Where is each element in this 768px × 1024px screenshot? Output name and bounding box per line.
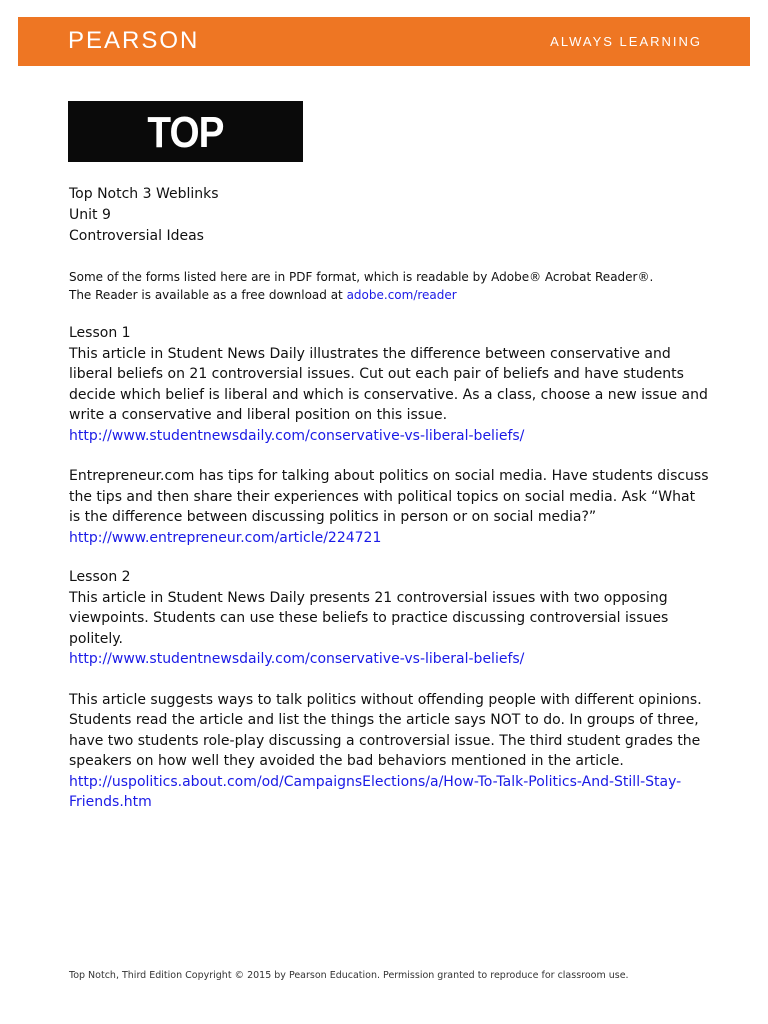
pearson-logo-text: PEARSON	[68, 27, 200, 54]
banner-tagline: ALWAYS LEARNING	[550, 34, 702, 49]
doc-topic: Controversial Ideas	[69, 228, 204, 244]
top-notch-logo	[68, 101, 303, 162]
lesson-1-item-2	[69, 466, 709, 548]
lesson-2-item-2-text: This article suggests ways to talk politics without offending people with different opinions. Students read the article and list the things the article says NOT to do. In groups of three, have two students role-play discussing a controversial issue. The third student grades the speakers on how well they avoided the bad behaviors mentioned in the article.	[69, 691, 702, 769]
lesson-2-title: Lesson 2	[69, 569, 131, 585]
lesson-1-item-2-link[interactable]: http://www.entrepreneur.com/article/224721	[69, 529, 382, 546]
lesson-2-item-1	[69, 588, 709, 670]
intro-text-2: The Reader is available as a free download at	[69, 288, 347, 302]
lesson-1-title: Lesson 1	[69, 325, 131, 341]
document-body	[69, 184, 709, 813]
lesson-1-item-1-text: This article in Student News Daily illustrates the difference between conservative and liberal beliefs on 21 controversial issues. Cut out each pair of beliefs and have students decide which belief is liberal and which is conservative. As a class, choose a new issue and write a conservative and liberal position on this issue.	[69, 345, 708, 423]
pearson-banner	[18, 17, 750, 66]
lesson-1-item-1	[69, 344, 709, 447]
copyright-footer: Top Notch, Third Edition Copyright © 2015 by Pearson Education. Permission granted to reproduce for classroom use.	[69, 970, 629, 981]
spacer	[69, 670, 709, 690]
top-notch-logo-text: TOP	[147, 108, 224, 157]
lesson-2-item-1-link[interactable]: http://www.studentnewsdaily.com/conservative-vs-liberal-beliefs/	[69, 651, 525, 667]
spacer	[69, 446, 709, 466]
lesson-1-item-2-text: Entrepreneur.com has tips for talking about politics on social media. Have students discuss the tips and then share their experiences with political topics on social media. Ask “What is the difference between discussing politics in person or on social media?”	[69, 468, 709, 525]
adobe-reader-link[interactable]: adobe.com/reader	[346, 288, 457, 302]
lesson-2-item-1-text: This article in Student News Daily presents 21 controversial issues with two opposing viewpoints. Students can use these beliefs to practice discussing controversial issues politely.	[69, 589, 669, 647]
doc-title: Top Notch 3 Weblinks	[69, 186, 219, 202]
lesson-2-item-2-link[interactable]: http://uspolitics.about.com/od/CampaignsElections/a/How-To-Talk-Politics-And-Still-Stay-Friends.htm	[69, 773, 682, 810]
intro-paragraph	[69, 268, 709, 304]
lesson-1-item-1-link[interactable]: http://www.studentnewsdaily.com/conservative-vs-liberal-beliefs/	[69, 427, 525, 444]
intro-text-1: Some of the forms listed here are in PDF format, which is readable by Adobe® Acrobat Reader®.	[69, 270, 654, 284]
doc-unit: Unit 9	[69, 207, 111, 223]
lesson-2-item-2	[69, 690, 709, 813]
